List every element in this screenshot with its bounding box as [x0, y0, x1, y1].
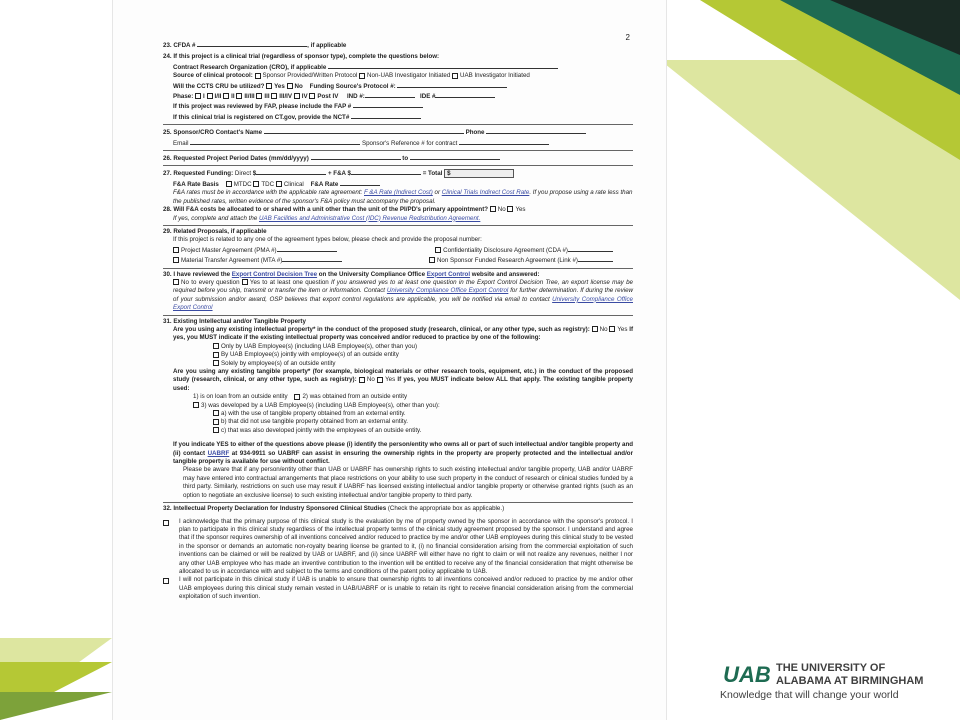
checkbox[interactable] [236, 93, 242, 99]
phase-option: Post IV [317, 93, 339, 101]
note-text: F&A rates must be in accordance with the applicable rate agreement: [173, 189, 364, 197]
checkbox[interactable] [435, 247, 441, 253]
checkbox[interactable] [195, 93, 201, 99]
section-30-title: on the University Compliance Office [317, 270, 427, 278]
checkbox[interactable] [294, 93, 300, 99]
basis-label: F&A Rate Basis [173, 180, 219, 188]
cro-row [163, 62, 633, 72]
mta-field[interactable] [282, 255, 342, 262]
section-28-title: 28. Will F&A costs be allocated to or shared with a unit other than the unit of the PI/PD's primary appointment? [163, 206, 489, 214]
dollar-sign: $ [252, 170, 257, 178]
checkbox[interactable] [173, 257, 179, 263]
period-label: 26. Requested Project Period Dates (mm/dd/yyyy) [163, 155, 309, 163]
divider [163, 150, 633, 151]
checkbox[interactable] [226, 181, 232, 187]
page-number: 2 [625, 33, 630, 42]
source-row [163, 72, 633, 80]
checkbox[interactable] [207, 93, 213, 99]
section-27 [163, 168, 633, 206]
form-page [112, 0, 667, 720]
total-field[interactable] [444, 169, 514, 178]
checkbox[interactable] [256, 93, 262, 99]
ide-field[interactable] [435, 91, 495, 98]
checkbox[interactable] [266, 83, 272, 89]
no-label: No [366, 376, 375, 384]
note-text: or [432, 189, 442, 197]
checkbox[interactable] [294, 394, 300, 400]
section-31-title: 31. Existing Intellectual and/or Tangible Property [163, 317, 306, 325]
ownership-note: If you indicate YES to either of the questions above please (i) identify the person/entity who owns all or part of such intellectual and/or tangible property and (ii) contact [173, 441, 633, 457]
section-29-intro: If this project is related to any one of the agreement types below, please check and provide the proposal number: [173, 236, 482, 244]
pma-field[interactable] [277, 245, 337, 252]
checkbox[interactable] [490, 206, 496, 212]
ind-field[interactable] [365, 91, 415, 98]
fap-field[interactable] [353, 101, 423, 108]
phase-option: I [203, 93, 205, 101]
section-26 [163, 153, 633, 163]
divider [163, 502, 633, 503]
section-28 [163, 206, 633, 223]
divider [163, 165, 633, 166]
compliance-office-link[interactable]: University Compliance Office Export Control [386, 287, 509, 295]
ind-label: IND #: [346, 93, 365, 101]
funding-field[interactable] [397, 81, 507, 88]
cda-field[interactable] [568, 245, 613, 252]
tp-option: 2) was obtained from an outside entity [302, 393, 408, 401]
tp-question: Are you using any existing tangible property* (for example, biological materials or other research tools, equipment, etc.) in the conduct of the proposed study (research, clinical, or any other type, such as registry): [173, 368, 633, 384]
option-label: Non-UAB Investigator Initiated [367, 72, 451, 80]
nsfra-field[interactable] [578, 255, 613, 262]
checkbox[interactable] [173, 247, 179, 253]
nct-field[interactable] [351, 112, 421, 119]
phase-option: II/III [244, 93, 255, 101]
checkbox[interactable] [377, 377, 383, 383]
section-31 [163, 318, 633, 501]
tp-option: 1) is on loan from an outside entity [193, 393, 288, 401]
yes-label: Yes [385, 376, 396, 384]
option-label: Sponsor Provided/Written Protocol [262, 72, 358, 80]
checkbox[interactable] [213, 343, 219, 349]
phase-option: IV [301, 93, 308, 101]
yes-label: Yes [515, 206, 526, 214]
phase-option: III/IV [279, 93, 293, 101]
no-label: No [497, 206, 506, 214]
basis-option: MTDC [233, 180, 252, 188]
fa-field[interactable] [351, 168, 421, 175]
decision-tree-link[interactable]: Export Control Decision Tree [231, 270, 318, 278]
funding-label: 27. Requested Funding: [163, 170, 234, 178]
tp-followup: If yes, you MUST indicate below ALL that apply. The existing tangible property used: [173, 376, 633, 392]
note-text: If you answered yes to at least one question in the Export Control Decision Tree, an export license may be required before you ship, transmit or transfer the item or information. Contact [173, 278, 633, 295]
university-name-line1: THE UNIVERSITY OF [776, 662, 886, 674]
cro-label: Contract Research Organization (CRO), if applicable [173, 63, 327, 71]
section-32 [163, 505, 633, 601]
checkbox[interactable] [507, 206, 513, 212]
checkbox[interactable] [163, 520, 169, 526]
cfda-label: 23. CFDA # [163, 42, 196, 49]
ccts-label: Will the CCTS CRU be utilized? [173, 82, 265, 90]
checkbox[interactable] [359, 377, 365, 383]
email-field[interactable] [190, 138, 360, 145]
top-right-decoration [660, 0, 960, 300]
declaration-option: I will not participate in this clinical study if UAB is unable to ensure that ownership rights to all inventions conceived and/or reduced to practice by me and/or other UAB employees during this clinical study remain vested in UAB/UABRF or is unable to retain its right to receive financial consideration arising from the commercial exploitation of such invention. [179, 576, 633, 601]
phase-row [163, 91, 633, 101]
section-30 [163, 271, 633, 313]
checkbox[interactable] [255, 73, 261, 79]
uab-mark-text: UAB [723, 662, 771, 687]
checkbox[interactable] [213, 410, 219, 416]
fa-label: + F&A [327, 170, 346, 178]
phase-option: II [231, 93, 235, 101]
no-label: No [294, 82, 303, 90]
end-date-field[interactable] [410, 153, 500, 160]
section-32-hint: (Check the appropriate box as applicable.) [386, 505, 505, 513]
divider [163, 124, 633, 125]
option-label: Yes to at least one question [249, 278, 329, 286]
rate-field[interactable] [340, 179, 380, 186]
cfda-suffix: , if applicable [307, 42, 347, 49]
nct-row [163, 112, 633, 122]
section-30-title: website and answered: [470, 270, 540, 278]
checkbox[interactable] [592, 326, 598, 332]
checkbox[interactable] [452, 73, 458, 79]
checkbox[interactable] [223, 93, 229, 99]
option-label: No to every question [181, 278, 240, 286]
fap-row [163, 101, 633, 111]
checkbox[interactable] [242, 279, 248, 285]
phase-label: Phase: [173, 93, 194, 101]
ide-label: IDE # [420, 93, 436, 101]
checkbox[interactable] [271, 93, 277, 99]
phone-field[interactable] [486, 127, 586, 134]
tagline: Knowledge that will change your world [720, 689, 899, 701]
nsfra-label: Non Sponsor Funded Research Agreement (Link #) [436, 257, 578, 265]
phase-option: I/II [214, 93, 222, 101]
yes-label: Yes [274, 82, 285, 90]
export-control-link[interactable]: Export Control [426, 270, 471, 278]
section-23 [163, 40, 633, 50]
checkbox[interactable] [213, 427, 219, 433]
nct-label: If this clinical trial is registered on CT.gov, provide the NCT# [173, 113, 350, 121]
ccts-row [163, 81, 633, 91]
section-32-title: 32. Intellectual Property Declaration for Industry Sponsored Clinical Studies [163, 505, 387, 513]
checkbox[interactable] [359, 73, 365, 79]
checkbox[interactable] [287, 83, 293, 89]
total-label: = Total [422, 170, 443, 178]
note-text: If yes, complete and attach the [173, 214, 259, 222]
divider [163, 315, 633, 316]
section-24 [163, 53, 633, 122]
dollar-sign: $ [347, 170, 351, 178]
fap-label: If this project was reviewed by FAP, please include the FAP # [173, 103, 352, 111]
ip-followup: If yes, you MUST indicate if the existing intellectual property was conceived and/or reduced to practice by one of the following: [173, 325, 633, 342]
yes-label: Yes [617, 325, 628, 333]
clinical-rate-link[interactable]: Clinical Trials Indirect Cost Rate [441, 189, 530, 197]
dollar-sign: $ [447, 170, 451, 178]
ip-option: By UAB Employee(s) jointly with employee(s) of an outside entity [221, 351, 399, 359]
ip-question: Are you using any existing intellectual property* in the conduct of the proposed study (research, clinical, or any other type, such as registry): [173, 325, 590, 333]
tp-option: 3) was developed by a UAB Employee(s) (including UAB Employee(s), other than you): [201, 401, 440, 409]
start-date-field[interactable] [311, 153, 401, 160]
uabrf-link[interactable]: UABRF [207, 449, 230, 457]
phase-option: III [264, 93, 270, 101]
section-25 [163, 127, 633, 148]
note-text: for further determination. If during the review of your submission and/or award, OSP believes that export control regulations are applicable, you will be notified via email to contact [173, 287, 633, 303]
fa-rate-link[interactable]: F &A Rate (Indirect Cost) [364, 189, 433, 197]
cda-label: Confidentiality Disclosure Agreement (CDA #) [443, 246, 568, 254]
checkbox[interactable] [213, 360, 219, 366]
uab-mark-icon [720, 660, 774, 688]
section-30-title: 30. I have reviewed the [163, 270, 232, 278]
contact-name-label: 25. Sponsor/CRO Contact's Name [163, 129, 263, 137]
checkbox[interactable] [609, 326, 615, 332]
source-label: Source of clinical protocol: [173, 72, 253, 80]
idc-agreement-link[interactable]: UAB Facilities and Administrative Cost (IDC) Revenue Redistribution Agreement. [259, 214, 481, 222]
checkbox[interactable] [309, 93, 315, 99]
checkbox[interactable] [276, 181, 282, 187]
tp-suboption: b) that did not use tangible property obtained from an external entity. [221, 418, 408, 426]
direct-label: Direct [234, 170, 252, 178]
divider [163, 268, 633, 269]
cro-field[interactable] [328, 62, 558, 69]
ip-option: Solely by employee(s) of an outside entity [221, 359, 336, 367]
restriction-note: Please be aware that if any person/entity other than UAB or UABRF has ownership rights to such existing intellectual and/or tangible property, UAB and/or UABRF may have entered into contractual arrangements that place restrictions on your ability to use such property in the conduct of research or clinical studies funded by a third party. Similarly, restrictions on such use may result if UABRF has licensed existing intellectual and/or tangible property or otherwise granted rights (such as an option to negotiate an exclusive license) to such existing intellectual and/or tangible property to third party. [183, 466, 633, 499]
email-label: Email [173, 139, 189, 147]
ref-field[interactable] [459, 138, 549, 145]
checkbox[interactable] [193, 402, 199, 408]
checkbox[interactable] [173, 279, 179, 285]
phone-label: Phone [465, 129, 485, 137]
mta-label: Material Transfer Agreement (MTA #) [181, 257, 283, 265]
pma-label: Project Master Agreement (PMA #) [181, 246, 277, 254]
checkbox[interactable] [163, 578, 169, 584]
tp-suboption: c) that was also developed jointly with the employees of an outside entity. [221, 426, 422, 434]
note-text: . If you propose using a rate less than the published rates, written evidence of the sponsor's F&A policy must accompany the proposal. [173, 189, 633, 205]
section-29-title: 29. Related Proposals, if applicable [163, 227, 267, 235]
checkbox[interactable] [429, 257, 435, 263]
fa-note [163, 189, 633, 206]
section-24-title: 24. If this project is a clinical trial (regardless of sponsor type), complete the questions below: [163, 53, 440, 61]
ref-label: Sponsor's Reference # for contract [361, 139, 458, 147]
ip-option: Only by UAB Employee(s) (including UAB Employee(s), other than you) [221, 342, 418, 350]
university-name-line2: ALABAMA AT BIRMINGHAM [776, 675, 924, 687]
checkbox[interactable] [213, 419, 219, 425]
checkbox[interactable] [253, 181, 259, 187]
funding-label: Funding Source's Protocol #: [309, 82, 396, 90]
direct-field[interactable] [256, 168, 326, 175]
section-29 [163, 228, 633, 266]
contact-name-field[interactable] [264, 127, 464, 134]
no-label: No [599, 325, 608, 333]
bottom-left-decoration [0, 600, 112, 720]
form-content [163, 40, 633, 602]
checkbox[interactable] [213, 352, 219, 358]
divider [163, 225, 633, 226]
basis-option: TDC [261, 180, 275, 188]
compliance-office-link[interactable]: University Compliance Office Export Control [173, 295, 633, 312]
option-label: UAB Investigator Initiated [460, 72, 530, 80]
rate-label: F&A Rate [310, 180, 339, 188]
to-label: to [402, 155, 409, 163]
cfda-field[interactable] [197, 40, 307, 47]
basis-option: Clinical [283, 180, 304, 188]
ownership-note: at 934-9911 so UABRF can assist in ensuring the ownership rights in the property are properly protected and the intellectual and/or tangible property is available for use without conflict. [173, 449, 633, 466]
tp-suboption: a) with the use of tangible property obtained from an external entity. [221, 410, 406, 418]
declaration-option: I acknowledge that the primary purpose of this clinical study is the evaluation by me of property owned by the sponsor in accordance with the sponsor's protocol. I plan to participate in this clinical study regardless of the intellectual property terms of the clinical study agreement proposed by the sponsor. I understand and agree that if the sponsor requires ownership of all inventions conceived and/or reduced to practice by me and/or other UAB employees during this clinical study to be vested in the sponsor or demands an automatic non-royalty bearing license be granted to it, (i) no financial consideration arising from the commercial exploitation of such inventions can be claimed or will be realized by UAB or UABRF, and (ii) since UABRF will either have no right to claim or will not realize any revenues, neither I nor any other UAB employee who has made an inventive contribution to the invention will be entitled to receive any of the financial consideration that might otherwise be allocated to us in accordance with and subject to the terms and conditions of the patent policy applicable to UAB. [179, 517, 633, 575]
